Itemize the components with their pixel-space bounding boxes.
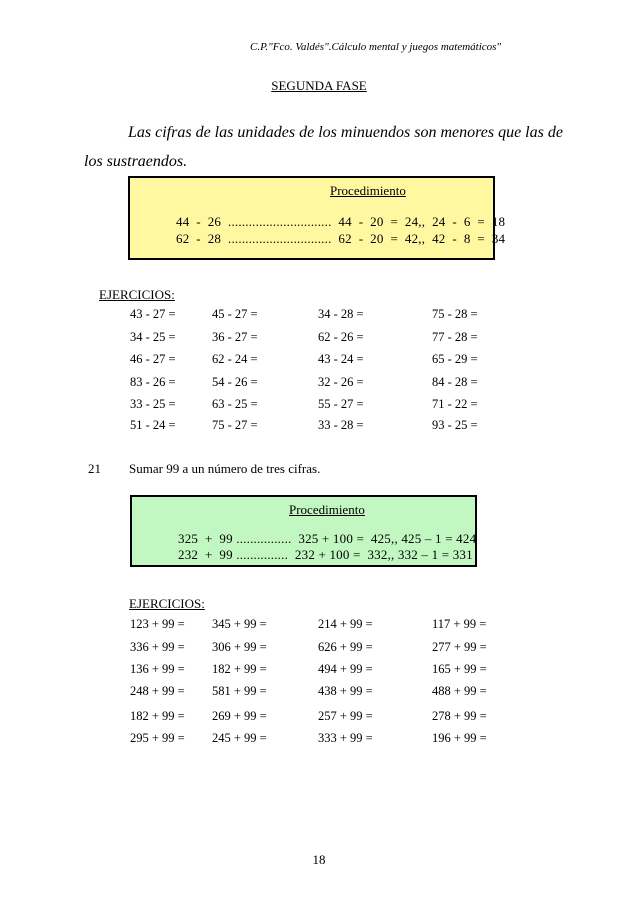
exercise-item: 93 - 25 =: [432, 418, 478, 432]
section-number: 21: [88, 461, 101, 476]
exercise-item: 65 - 29 =: [432, 352, 478, 366]
exercise-item: 84 - 28 =: [432, 375, 478, 389]
exercise-item: 83 - 26 =: [130, 375, 176, 389]
page-number: 18: [312, 852, 326, 867]
exercise-item: 277 + 99 =: [432, 640, 487, 654]
exercise-item: 43 - 27 =: [130, 307, 176, 321]
procedure-title: Procedimiento: [289, 502, 365, 517]
exercise-item: 46 - 27 =: [130, 352, 176, 366]
exercise-item: 51 - 24 =: [130, 418, 176, 432]
procedure-box-1: [128, 176, 506, 260]
exercise-item: 488 + 99 =: [432, 684, 487, 698]
exercise-item: 36 - 27 =: [212, 330, 258, 344]
exercises-title-1: EJERCICIOS:: [99, 287, 175, 302]
exercise-item: 494 + 99 =: [318, 662, 373, 676]
exercise-item: 45 - 27 =: [212, 307, 258, 321]
procedure-line-1: 44 - 26 .............................. 44 - 20 = 24,, 24 - 6 = 18: [176, 214, 506, 229]
procedure-line-1: 325 + 99 ................ 325 + 100 = 425,, 425 – 1 = 424: [178, 531, 477, 546]
exercise-item: 269 + 99 =: [212, 709, 267, 723]
exercise-item: 248 + 99 =: [130, 684, 185, 698]
exercise-item: 34 - 28 =: [318, 307, 364, 321]
exercises-title-2: EJERCICIOS:: [129, 596, 205, 611]
exercise-item: 75 - 27 =: [212, 418, 258, 432]
exercise-item: 33 - 28 =: [318, 418, 364, 432]
exercise-item: 136 + 99 =: [130, 662, 185, 676]
exercise-item: 55 - 27 =: [318, 397, 364, 411]
exercise-item: 33 - 25 =: [130, 397, 176, 411]
exercise-item: 123 + 99 =: [130, 617, 185, 631]
exercise-item: 336 + 99 =: [130, 640, 185, 654]
exercise-item: 581 + 99 =: [212, 684, 267, 698]
exercise-item: 245 + 99 =: [212, 731, 267, 745]
exercise-item: 71 - 22 =: [432, 397, 478, 411]
section-heading: Sumar 99 a un número de tres cifras.: [129, 461, 321, 476]
exercise-item: 295 + 99 =: [130, 731, 185, 745]
exercise-item: 278 + 99 =: [432, 709, 487, 723]
exercise-item: 32 - 26 =: [318, 375, 364, 389]
exercise-item: 306 + 99 =: [212, 640, 267, 654]
exercise-item: 43 - 24 =: [318, 352, 364, 366]
exercise-item: 214 + 99 =: [318, 617, 373, 631]
exercise-item: 196 + 99 =: [432, 731, 487, 745]
exercise-item: 75 - 28 =: [432, 307, 478, 321]
procedure-line-2: 232 + 99 ............... 232 + 100 = 332,, 332 – 1 = 331: [178, 547, 473, 562]
exercise-item: 345 + 99 =: [212, 617, 267, 631]
exercise-item: 62 - 24 =: [212, 352, 258, 366]
exercise-item: 182 + 99 =: [212, 662, 267, 676]
procedure-title: Procedimiento: [330, 183, 406, 198]
running-header: C.P."Fco. Valdés".Cálculo mental y juegos matemáticos": [250, 41, 502, 53]
procedure-line-2: 62 - 28 .............................. 62 - 20 = 42,, 42 - 8 = 34: [176, 231, 506, 246]
exercise-item: 257 + 99 =: [318, 709, 373, 723]
intro-line-1: Las cifras de las unidades de los minuendos son menores que las de: [128, 124, 563, 141]
exercise-item: 438 + 99 =: [318, 684, 373, 698]
exercise-item: 117 + 99 =: [432, 617, 487, 631]
exercise-item: 333 + 99 =: [318, 731, 373, 745]
exercise-item: 77 - 28 =: [432, 330, 478, 344]
intro-line-2: los sustraendos.: [84, 153, 188, 170]
exercise-item: 165 + 99 =: [432, 662, 487, 676]
exercise-item: 182 + 99 =: [130, 709, 185, 723]
phase-title: SEGUNDA FASE: [271, 78, 367, 93]
exercise-item: 63 - 25 =: [212, 397, 258, 411]
exercise-item: 62 - 26 =: [318, 330, 364, 344]
exercise-item: 626 + 99 =: [318, 640, 373, 654]
procedure-box-2: [130, 495, 477, 567]
exercise-item: 54 - 26 =: [212, 375, 258, 389]
exercise-item: 34 - 25 =: [130, 330, 176, 344]
